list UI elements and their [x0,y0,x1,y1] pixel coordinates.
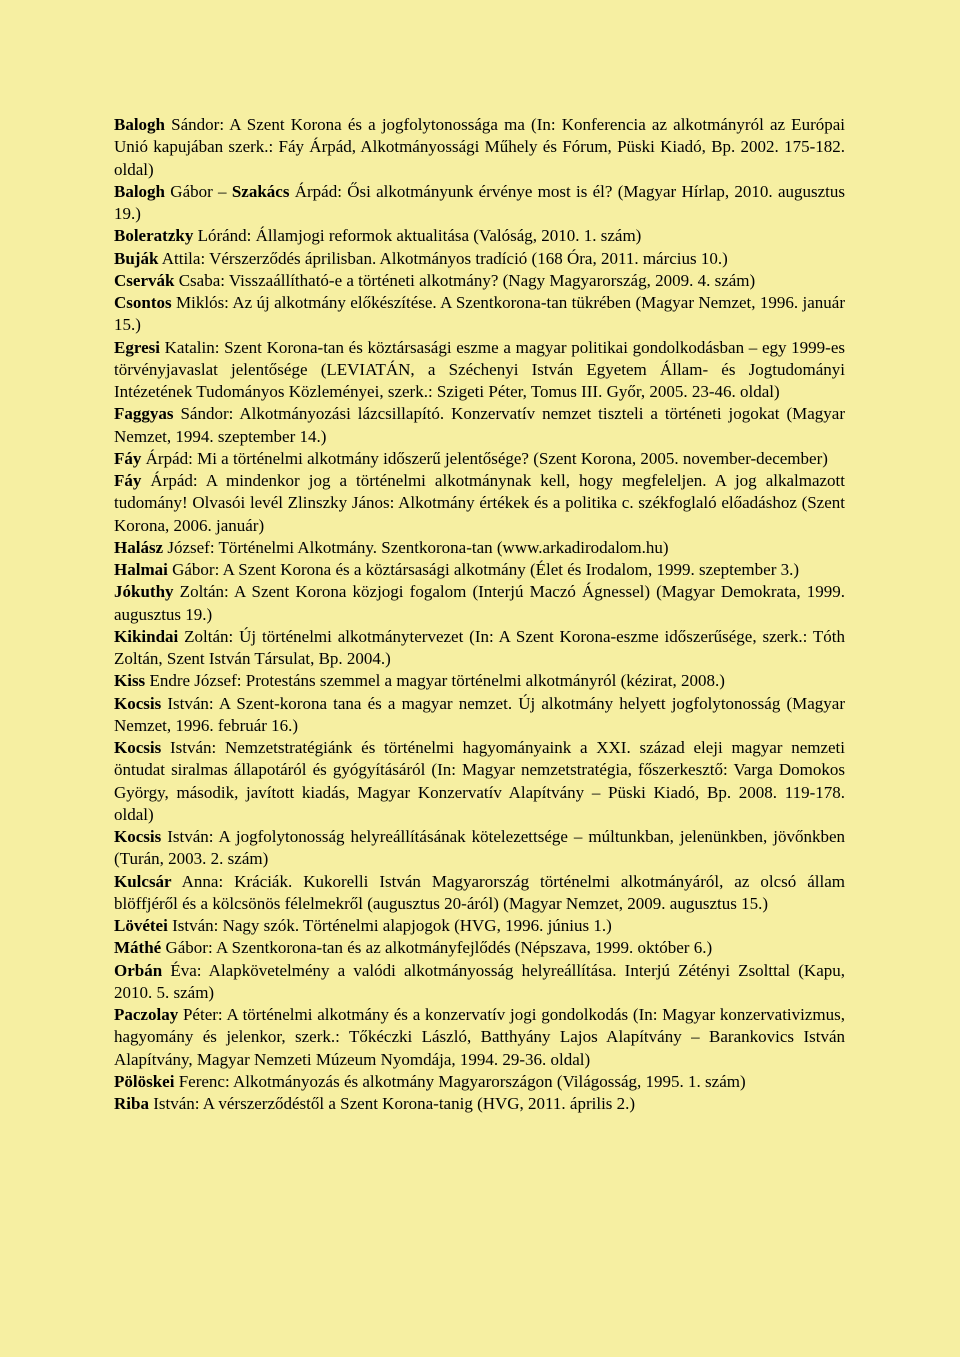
bibliography-entry [114,737,845,826]
entry-author: Kocsis [114,827,162,846]
entry-author: Halmai [114,560,168,579]
entry-text: Péter: A történelmi alkotmány és a konzervatív jogi gondolkodás (In: Magyar konzervativizmus, hagyomány és jelenkor, szerk.: Tőkéczki László, Batthyány Lajos Alapítvány – Barankovics István Alapítvány, Magyar Nemzeti Múzeum Nyomdája, 1994. 29-36. oldal) [114,1005,845,1069]
entry-text: Éva: Alapkövetelmény a valódi alkotmányosság helyreállítása. Interjú Zétényi Zsolttal (Kapu, 2010. 5. szám) [114,960,845,1002]
entry-text: Sándor: Alkotmányozási lázcsillapító. Konzervatív nemzet tiszteli a történeti jogokat (Magyar Nemzet, 1994. szeptember 14.) [114,404,845,446]
entry-author: Kocsis [114,693,162,713]
entry-text: Sándor: A Szent Korona és a jogfolytonossága ma (In: Konferencia az alkotmányról az Európai Unió kapujában szerk.: Fáy Árpád, Alkotmányossági Műhely és Fórum, Püski Kiadó, Bp. 2002. 175-182. oldal) [114,115,845,179]
bibliography-list [114,114,845,1115]
bibliography-entry [114,1071,845,1093]
entry-text: István: A vérszerződéstől a Szent Korona-tanig (HVG, 2011. április 2.) [148,1094,636,1113]
entry-author: Fáy [114,471,142,490]
entry-text: Miklós: Az új alkotmány előkészítése. A Szentkorona-tan tükrében (Magyar Nemzet, 1996. január 15.) [114,293,845,335]
bibliography-entry [114,960,845,1005]
entry-author: Kulcsár [114,871,172,891]
entry-author: Orbán [114,960,163,980]
entry-text: Gábor: A Szentkorona-tan és az alkotmányfejlődés (Népszava, 1999. október 6.) [161,938,713,958]
entry-text: Anna: Kráciák. Kukorelli István Magyarország történelmi alkotmányáról, az olcsó állam blöffjéről és a kölcsönös félelmekről (augusztus 20-áról) (Magyar Nemzet, 2009. augusztus 15.) [114,871,845,913]
entry-author: Balogh [114,181,166,201]
bibliography-entry [114,915,845,937]
bibliography-entry [114,871,845,916]
entry-author: Buják [114,248,159,268]
entry-author: Paczolay [114,1005,179,1024]
entry-coauthor: Szakács [231,181,290,201]
bibliography-entry [114,292,845,337]
bibliography-entry [114,581,845,626]
bibliography-entry [114,448,845,470]
bibliography-entry [114,559,845,581]
entry-text: István: Nagy szók. Történelmi alapjogok (HVG, 1996. június 1.) [167,916,612,935]
bibliography-entry [114,225,845,247]
entry-text: István: A Szent-korona tana és a magyar nemzet. Új alkotmány helyett jogfolytonosság (Magyar Nemzet, 1996. február 16.) [114,693,845,735]
entry-text: Zoltán: Új történelmi alkotmánytervezet (In: A Szent Korona-eszme időszerűsége, szerk.: Tóth Zoltán, Szent István Társulat, Bp. 2004.) [114,626,845,668]
entry-text: Árpád: Ősi alkotmányunk érvénye most is él? (Magyar Hírlap, 2010. augusztus 19.) [114,181,845,223]
entry-author: Pölöskei [114,1071,175,1091]
entry-author: Jókuthy [114,582,174,602]
entry-author: Egresi [114,337,160,357]
bibliography-entry [114,403,845,448]
entry-author: Halász [114,537,164,557]
bibliography-entry [114,181,845,226]
entry-author: Csontos [114,293,172,312]
bibliography-entry [114,937,845,959]
entry-author: Riba [114,1094,149,1113]
entry-author: Faggyas [114,404,174,424]
bibliography-entry [114,248,845,270]
entry-author: Kikindai [114,626,179,646]
entry-text: Attila: Vérszerződés áprilisban. Alkotmányos tradíció (168 Óra, 2011. március 10.) [158,248,728,268]
entry-text: Katalin: Szent Korona-tan és köztársasági eszme a magyar politikai gondolkodásban – egy 1999-es törvényjavaslat jelentősége (LEVIATÁN, a Széchenyi István Egyetem Állam- és Jogtudományi Intézetének Tudományos Közleményei, szerk.: Szigeti Péter, Tomus III. Győr, 2005. 23-46. oldal) [114,337,845,401]
entry-text: Lóránd: Államjogi reformok aktualitása (Valóság, 2010. 1. szám) [193,226,642,246]
entry-author: Balogh [114,115,166,134]
entry-author: Kiss [114,671,146,691]
entry-author: Lövétei [114,916,168,935]
bibliography-entry [114,1093,845,1115]
bibliography-entry [114,670,845,692]
entry-author: Máthé [114,938,162,958]
bibliography-entry [114,1004,845,1071]
entry-text: Ferenc: Alkotmányozás és alkotmány Magyarországon (Világosság, 1995. 1. szám) [174,1071,746,1091]
bibliography-entry [114,114,845,181]
entry-text: Csaba: Visszaállítható-e a történeti alkotmány? (Nagy Magyarország, 2009. 4. szám) [174,270,756,290]
bibliography-entry [114,470,845,537]
entry-text: Gábor – [165,181,232,201]
entry-author: Boleratzky [114,226,194,246]
bibliography-entry [114,537,845,559]
entry-text: István: Nemzetstratégiánk és történelmi hagyományaink a XXI. század eleji magyar nemzeti öntudat siralmas állapotáról és gyógyításáról (In: Magyar nemzetstratégia, főszerkesztő: Varga Domokos György, második, javított kiadás, Magyar Konzervatív Alapítvány – Püski Kiadó, Bp. 2008. 119-178. oldal) [114,738,845,824]
bibliography-entry [114,270,845,292]
entry-text: Gábor: A Szent Korona és a köztársasági alkotmány (Élet és Irodalom, 1999. szeptember 3.) [167,560,800,579]
entry-text: István: A jogfolytonosság helyreállításának kötelezettsége – múltunkban, jelenünkben, jövőnkben (Turán, 2003. 2. szám) [114,827,845,869]
entry-text: Zoltán: A Szent Korona közjogi fogalom (Interjú Maczó Ágnessel) (Magyar Demokrata, 1999. augusztus 19.) [114,582,845,624]
entry-author: Kocsis [114,738,162,757]
entry-text: József: Történelmi Alkotmány. Szentkorona-tan (www.arkadirodalom.hu) [163,537,669,557]
entry-text: Endre József: Protestáns szemmel a magyar történelmi alkotmányról (kézirat, 2008.) [145,671,725,691]
entry-author: Cservák [114,270,175,290]
bibliography-entry [114,626,845,671]
bibliography-entry [114,693,845,738]
bibliography-entry [114,826,845,871]
bibliography-entry [114,337,845,404]
entry-text: Árpád: A mindenkor jog a történelmi alkotmánynak kell, hogy megfeleljen. A jog alkalmazott tudomány! Olvasói levél Zlinszky János: Alkotmány értékek és a politika c. székfoglaló előadáshoz (Szent Korona, 2006. január) [114,471,845,535]
entry-text: Árpád: Mi a történelmi alkotmány időszerű jelentősége? (Szent Korona, 2005. november-december) [141,448,828,468]
entry-author: Fáy [114,448,142,468]
